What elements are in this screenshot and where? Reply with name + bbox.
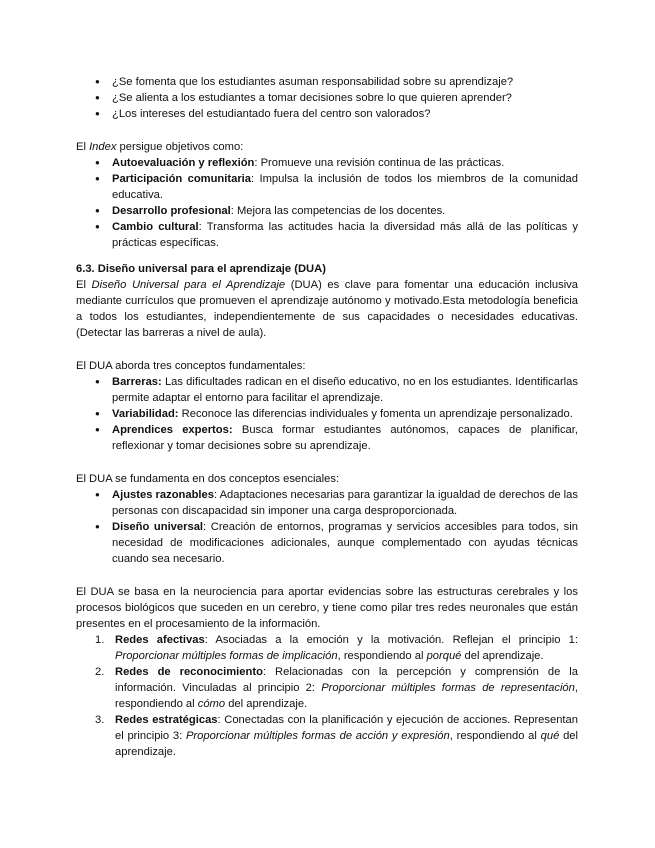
section-intro: El Diseño Universal para el Aprendizaje (DUA) es clave para fomentar una educación inclusiva mediante currículos que promueven el aprendizaje autónomo y motivado.Esta metodología beneficia a todos los estudiantes, independientemente de sus capacidades o necesidades educativas. (Detectar las barreras a nivel de aula). (76, 279, 578, 339)
essentials-list (92, 487, 578, 567)
concepts-intro: El DUA aborda tres conceptos fundamentales: (76, 360, 306, 372)
document-page (76, 74, 578, 760)
index-goals-list (92, 155, 578, 251)
list-item: ● Ajustes razonables: Adaptaciones necesarias para garantizar la igualdad de derechos de las personas con discapacidad sin imponer una carga desproporcionada. (92, 487, 578, 519)
list-item: ● Autoevaluación y reflexión: Promueve una revisión continua de las prácticas. (92, 155, 578, 171)
list-item: 2. Redes de reconocimiento: Relacionadas con la percepción y comprensión de la información. Vinculadas al principio 2: Proporcionar múltiples formas de representación, respondiendo al cómo del aprendizaje. (95, 666, 578, 710)
list-item: ● Cambio cultural: Transforma las actitudes hacia la diversidad más allá de las políticas y prácticas específicas. (92, 219, 578, 251)
list-item: ● ¿Los intereses del estudiantado fuera del centro son valorados? (92, 106, 578, 122)
list-item: ● ¿Se alienta a los estudiantes a tomar decisiones sobre lo que quieren aprender? (92, 90, 578, 106)
concepts-list (92, 374, 578, 454)
list-item: ● Desarrollo profesional: Mejora las competencias de los docentes. (92, 203, 578, 219)
list-item: 1. Redes afectivas: Asociadas a la emoción y la motivación. Reflejan el principio 1: Proporcionar múltiples formas de implicación, respondiendo al porqué del aprendizaje. (95, 634, 578, 662)
networks-list (92, 632, 578, 760)
essentials-intro: El DUA se fundamenta en dos conceptos esenciales: (76, 473, 340, 485)
list-item: ● Aprendices expertos: Busca formar estudiantes autónomos, capaces de planificar, reflexionar y tomar decisiones sobre su aprendizaje. (92, 422, 578, 454)
list-item: 3. Redes estratégicas: Conectadas con la planificación y ejecución de acciones. Representan el principio 3: Proporcionar múltiples formas de acción y expresión, respondiendo al qué del aprendizaje. (95, 714, 579, 758)
list-item: ● Variabilidad: Reconoce las diferencias individuales y fomenta un aprendizaje personalizado. (92, 406, 578, 422)
neuroscience-paragraph: El DUA se basa en la neurociencia para aportar evidencias sobre las estructuras cerebrales y los procesos biológicos que suceden en un cerebro, y tiene como pilar tres redes neuronales que están presentes en el procesamiento de la información. (76, 586, 578, 630)
list-item: ● Participación comunitaria: Impulsa la inclusión de todos los miembros de la comunidad educativa. (92, 171, 578, 203)
list-item: ● ¿Se fomenta que los estudiantes asuman responsabilidad sobre su aprendizaje? (92, 74, 578, 90)
questions-list (92, 74, 578, 122)
list-item: ● Diseño universal: Creación de entornos, programas y servicios accesibles para todos, sin necesidad de modificaciones adicionales, aunque complementado con ayudas técnicas cuando sea necesario. (92, 519, 578, 567)
list-item: ● Barreras: Las dificultades radican en el diseño educativo, no en los estudiantes. Identificarlas permite adaptar el entorno para facilitar el aprendizaje. (92, 374, 578, 406)
section-heading: 6.3. Diseño universal para el aprendizaje (DUA) (76, 263, 326, 275)
index-intro: El Index persigue objetivos como: (76, 141, 244, 153)
